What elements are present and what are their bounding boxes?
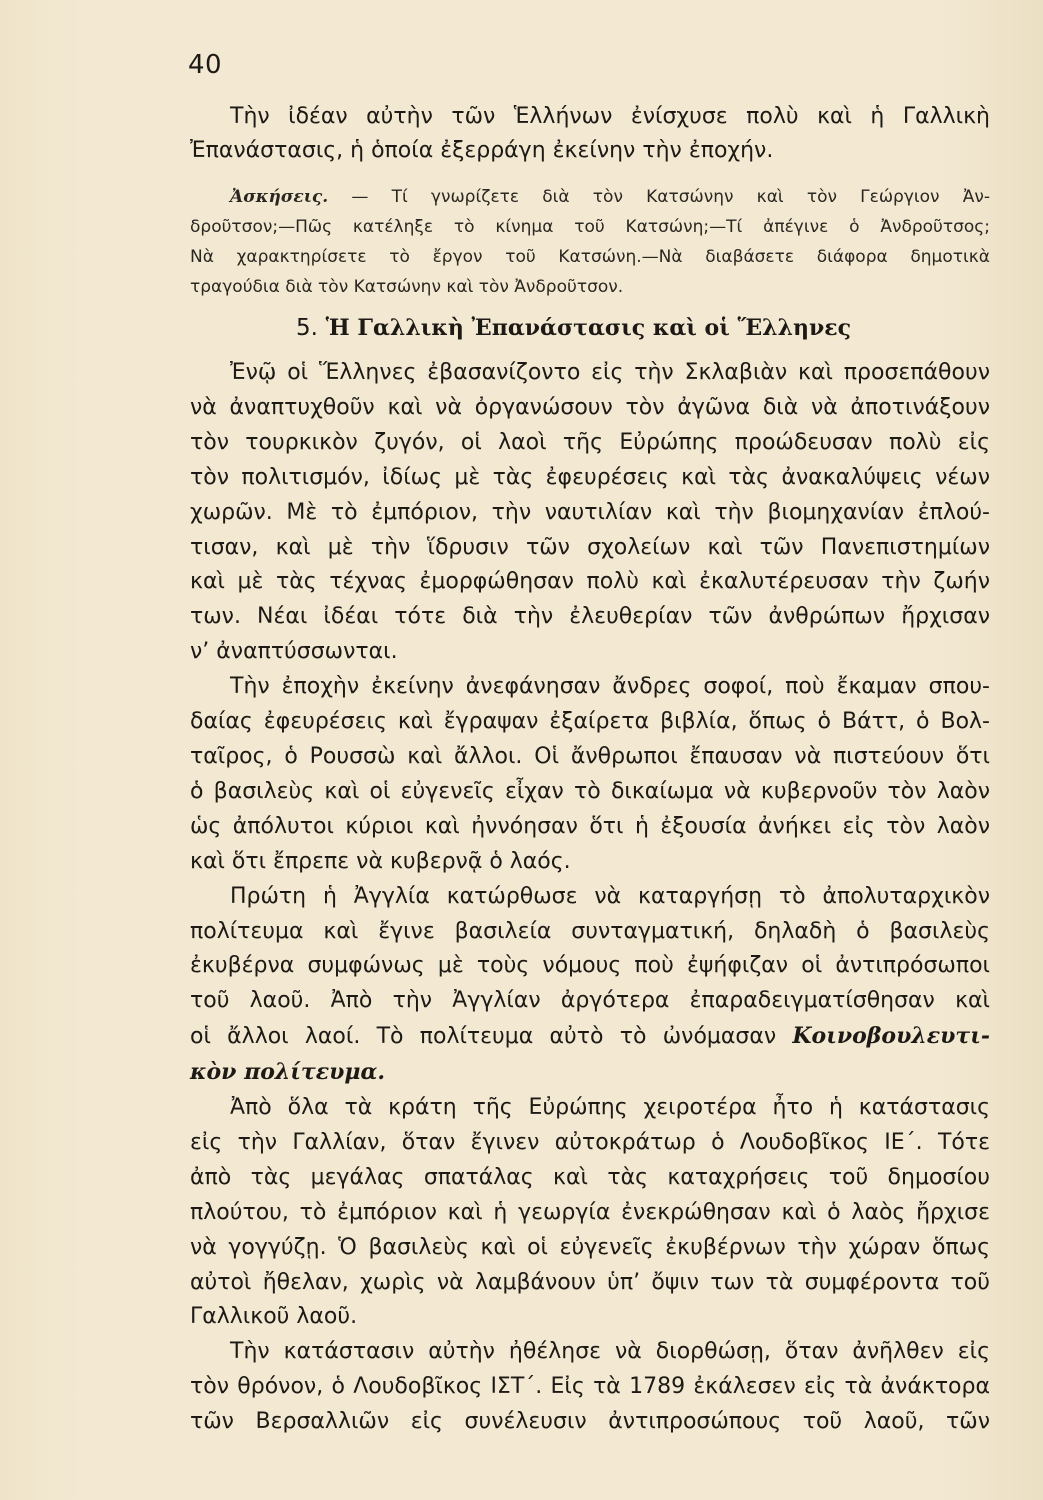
text-line: ταῖρος, ὁ Ρουσσὼ καὶ ἄλλοι. Οἱ ἄνθρωποι ἔπαυσαν νὰ πιστεύουν ὅτι <box>190 743 990 769</box>
text-line: Νὰ χαρακτηρίσετε τὸ ἔργον τοῦ Κατσώνη.—Νὰ διαβάσετε διάφορα δημοτικὰ <box>190 247 990 267</box>
text-line: εἰς τὴν Γαλλίαν, ὅταν ἔγινεν αὐτοκράτωρ ὁ Λουδοβῖκος ΙΕ΄. Τότε <box>190 1129 990 1155</box>
text-line: ἀπὸ τὰς μεγάλας σπατάλας καὶ τὰς καταχρήσεις τοῦ δημοσίου <box>190 1164 990 1190</box>
text-line: τὸν πολιτισμόν, ἰδίως μὲ τὰς ἐφευρέσεις καὶ τὰς ἀνακαλύψεις νέων <box>190 464 990 490</box>
body-text <box>190 356 990 1440</box>
text-line: ν’ ἀναπτύσσωνται. <box>190 639 398 665</box>
intro-paragraph <box>190 100 990 168</box>
text-line: καὶ ὅτι ἔπρεπε νὰ κυβερνᾷ ὁ λαός. <box>190 848 571 874</box>
text-line: πολίτευμα καὶ ἔγινε βασιλεία συνταγματική, δηλαδὴ ὁ βασιλεὺς <box>190 918 990 944</box>
text-line: Ἀπὸ ὅλα τὰ κράτη τῆς Εὐρώπης χειροτέρα ἦτο ἡ κατάστασις <box>230 1095 990 1121</box>
text-line: δαίας ἐφευρέσεις καὶ ἔγραψαν ἐξαίρετα βιβλία, ὅπως ὁ Βάττ, ὁ Βολ- <box>190 709 990 735</box>
section-number: 5. <box>296 315 318 341</box>
text-line: τοῦ λαοῦ. Ἀπὸ τὴν Ἀγγλίαν ἀργότερα ἐπαραδειγματίσθησαν καὶ <box>190 988 990 1014</box>
text-line <box>190 182 990 212</box>
text-line <box>190 1019 990 1055</box>
exercises-block <box>190 182 990 302</box>
text-line: των. Νέαι ἰδέαι τότε διὰ τὴν ἐλευθερίαν τῶν ἀνθρώπων ἤρχισαν <box>190 604 990 630</box>
section-heading <box>296 315 851 341</box>
text-line: Τὴν ἰδέαν αὐτὴν τῶν Ἑλλήνων ἐνίσχυσε πολὺ καὶ ἡ Γαλλικὴ <box>230 104 990 129</box>
text-line: δροῦτσον;—Πῶς κατέληξε τὸ κίνημα τοῦ Κατσώνη;—Τί ἀπέγινε ὁ Ἀνδροῦτσος; <box>190 217 990 237</box>
text-line: Τὴν ἐποχὴν ἐκείνην ἀνεφάνησαν ἄνδρες σοφοί, ποὺ ἔκαμαν σπου- <box>230 674 990 700</box>
emphasized-term: κὸν πολίτευμα. <box>190 1059 386 1086</box>
emphasized-term: Κοινοβουλευτι- <box>792 1023 990 1050</box>
section-title: Ἡ Γαλλικὴ Ἐπανάστασις καὶ οἱ Ἕλληνες <box>325 315 852 341</box>
page-number: 40 <box>188 50 223 80</box>
text-line: χωρῶν. Μὲ τὸ ἐμπόριον, τὴν ναυτιλίαν καὶ τὴν βιομηχανίαν ἐπλού- <box>190 499 990 525</box>
text-line: τὸν τουρκικὸν ζυγόν, οἱ λαοὶ τῆς Εὐρώπης προώδευσαν πολὺ εἰς <box>190 429 990 455</box>
text-line <box>190 1055 990 1091</box>
text-fragment: οἱ ἄλλοι λαοί. Τὸ πολίτευμα αὐτὸ τὸ ὠνόμασαν <box>190 1024 793 1050</box>
text-line: τραγούδια διὰ τὸν Κατσώνην καὶ τὸν Ἀνδροῦτσον. <box>190 277 624 297</box>
text-line: Ἐπανάστασις, ἡ ὁποία ἐξερράγη ἐκείνην τὴν ἐποχήν. <box>190 138 774 163</box>
text-line: ὁ βασιλεὺς καὶ οἱ εὐγενεῖς εἶχαν τὸ δικαίωμα νὰ κυβερνοῦν τὸν λαὸν <box>190 778 990 804</box>
text-line: πλούτου, τὸ ἐμπόριον καὶ ἡ γεωργία ἐνεκρώθησαν καὶ ὁ λαὸς ἤρχισε <box>190 1199 990 1225</box>
text-line: τισαν, καὶ μὲ τὴν ἵδρυσιν τῶν σχολείων καὶ τῶν Πανεπιστημίων <box>190 534 990 560</box>
text-line: νὰ γογγύζῃ. Ὁ βασιλεὺς καὶ οἱ εὐγενεῖς ἐκυβέρνων τὴν χώραν ὅπως <box>190 1234 990 1260</box>
text-line: Τὴν κατάστασιν αὐτὴν ἠθέλησε νὰ διορθώσῃ, ὅταν ἀνῆλθεν εἰς <box>230 1339 990 1365</box>
text-line: Γαλλικοῦ λαοῦ. <box>190 1304 358 1330</box>
text-line: καὶ μὲ τὰς τέχνας ἐμορφώθησαν πολὺ καὶ ἐκαλυτέρευσαν τὴν ζωήν <box>190 569 990 595</box>
exercises-label: Ἀσκήσεις. <box>230 187 329 207</box>
text-line: ἐκυβέρνα συμφώνως μὲ τοὺς νόμους ποὺ ἐψήφιζαν οἱ ἀντιπρόσωποι <box>190 953 990 979</box>
text-line: ὡς ἀπόλυτοι κύριοι καὶ ἠννόησαν ὅτι ἡ ἐξουσία ἀνήκει εἰς τὸν λαὸν <box>190 813 990 839</box>
text-line: τῶν Βερσαλλιῶν εἰς συνέλευσιν ἀντιπροσώπους τοῦ λαοῦ, τῶν <box>190 1409 990 1435</box>
text-line: Ἐνῷ οἱ Ἕλληνες ἐβασανίζοντο εἰς τὴν Σκλαβιὰν καὶ προσεπάθουν <box>230 360 990 385</box>
text-line: τὸν θρόνον, ὁ Λουδοβῖκος ΙΣΤ΄. Εἰς τὰ 1789 ἐκάλεσεν εἰς τὰ ἀνάκτορα <box>190 1374 990 1400</box>
text-line: νὰ ἀναπτυχθοῦν καὶ νὰ ὀργανώσουν τὸν ἀγῶνα διὰ νὰ ἀποτινάξουν <box>190 394 990 420</box>
exercises-text: — Τί γνωρίζετε διὰ τὸν Κατσώνην καὶ τὸν Γεώργιον Ἀν- <box>328 187 990 207</box>
text-line: Πρώτη ἡ Ἀγγλία κατώρθωσε νὰ καταργήσῃ τὸ ἀπολυταρχικὸν <box>230 883 990 909</box>
text-line: αὐτοὶ ἤθελαν, χωρὶς νὰ λαμβάνουν ὑπ’ ὄψιν των τὰ συμφέροντα τοῦ <box>190 1269 990 1295</box>
